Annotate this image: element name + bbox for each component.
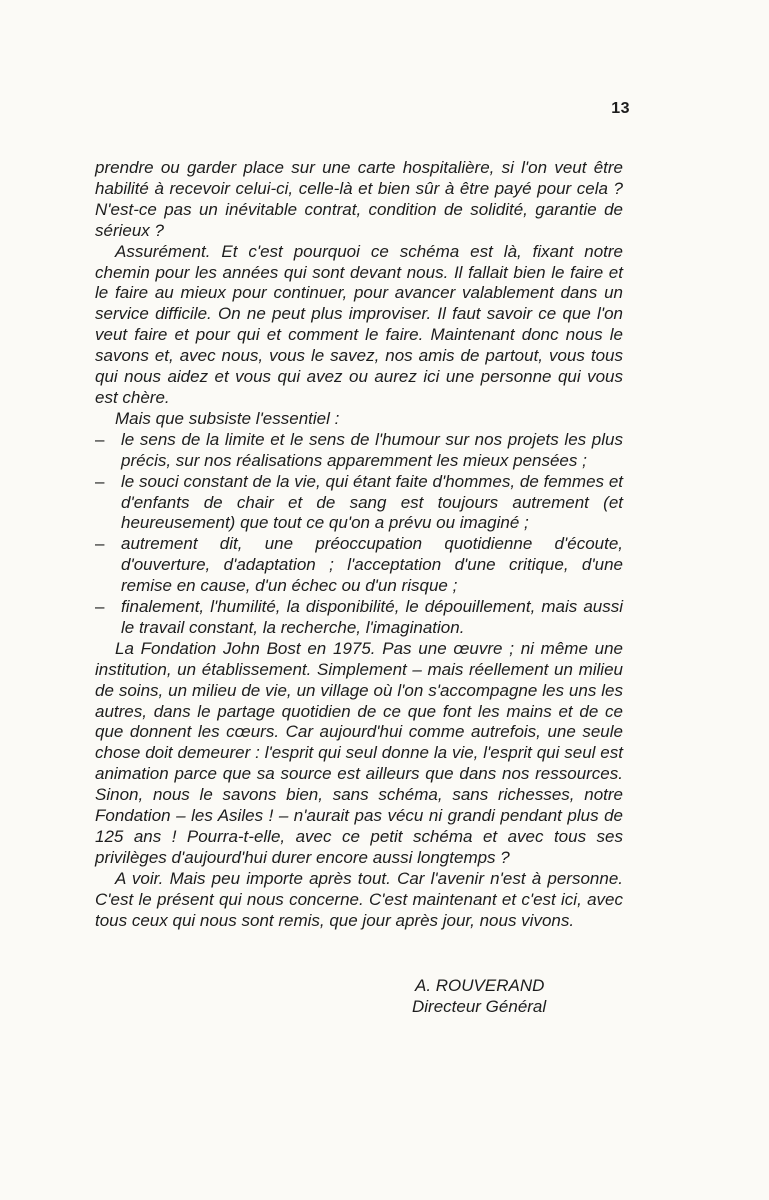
- list-item-text: le souci constant de la vie, qui étant faite d'hommes, de femmes et d'enfants de chair et de sang est toujours autrement (et heureusement) que tout ce qu'on a prévu ou imaginé ;: [121, 471, 623, 533]
- signature-name: A. ROUVERAND: [415, 976, 545, 995]
- paragraph: Mais que subsiste l'essentiel :: [115, 408, 340, 428]
- list-item: [95, 472, 623, 535]
- list-item: [95, 534, 623, 597]
- paragraph: La Fondation John Bost en 1975. Pas une œuvre ; ni même une institution, un établissement. Simplement – mais réellement un milieu de soins, un milieu de vie, un village où l'on s'accompagne les uns les autres, dans le partage quotidien de ce que font les mains et de ce que donnent les cœurs. Car aujourd'hui comme autrefois, une seule chose doit demeurer : l'esprit qui seul donne la vie, l'esprit qui seul est animation parce que sa source est ailleurs que dans nos ressources. Sinon, nous le savons bien, sans schéma, sans richesses, notre Fondation – les Asiles ! – n'aurait pas vécu ni grandi pendant plus de 125 ans ! Pourra-t-elle, avec ce petit schéma et avec tous ses privilèges d'aujourd'hui durer encore aussi longtemps ?: [95, 638, 623, 867]
- paragraph: A voir. Mais peu importe après tout. Car l'avenir n'est à personne. C'est le présent qui nous concerne. C'est maintenant et c'est ici, avec tous ceux qui nous sont remis, que jour après jour, nous vivons.: [95, 868, 623, 930]
- list-item: [95, 597, 623, 639]
- paragraph: prendre ou garder place sur une carte hospitalière, si l'on veut être habilité à recevoir celui-ci, celle-là et bien sûr à être payé pour cela ? N'est-ce pas un inévitable contrat, condition de solidité, garantie de sérieux ?: [95, 158, 623, 240]
- paragraph: Assurément. Et c'est pourquoi ce schéma est là, fixant notre chemin pour les années qui sont devant nous. Il fallait bien le faire et le faire au mieux pour continuer, pour avancer valablement dans un service difficile. On ne peut plus improviser. Il faut savoir ce que l'on veut faire et pour qui et comment le faire. Maintenant donc nous le savons et, avec nous, vous le savez, nos amis de partout, vous tous qui nous aidez et vous qui avez ou aurez ici une personne qui vous est chère.: [95, 241, 623, 407]
- page-number: 13: [611, 100, 630, 117]
- list-item: [95, 430, 623, 472]
- signature-title: Directeur Général: [412, 997, 547, 1016]
- list-item-text: finalement, l'humilité, la disponibilité, le dépouillement, mais aussi le travail constant, la recherche, l'imagination.: [121, 597, 623, 637]
- dash-marker: –: [95, 534, 105, 554]
- list-item-text: autrement dit, une préoccupation quotidienne d'écoute, d'ouverture, d'adaptation ; l'acceptation d'une critique, d'une remise en cause, d'un échec ou d'un risque ;: [121, 534, 623, 596]
- dash-marker: –: [95, 471, 105, 491]
- list-item-text: le sens de la limite et le sens de l'humour sur nos projets les plus précis, sur nos réalisations apparemment les mieux pensées ;: [121, 429, 623, 470]
- body-text: [95, 158, 623, 932]
- dash-marker: –: [95, 597, 105, 617]
- dash-marker: –: [95, 429, 105, 449]
